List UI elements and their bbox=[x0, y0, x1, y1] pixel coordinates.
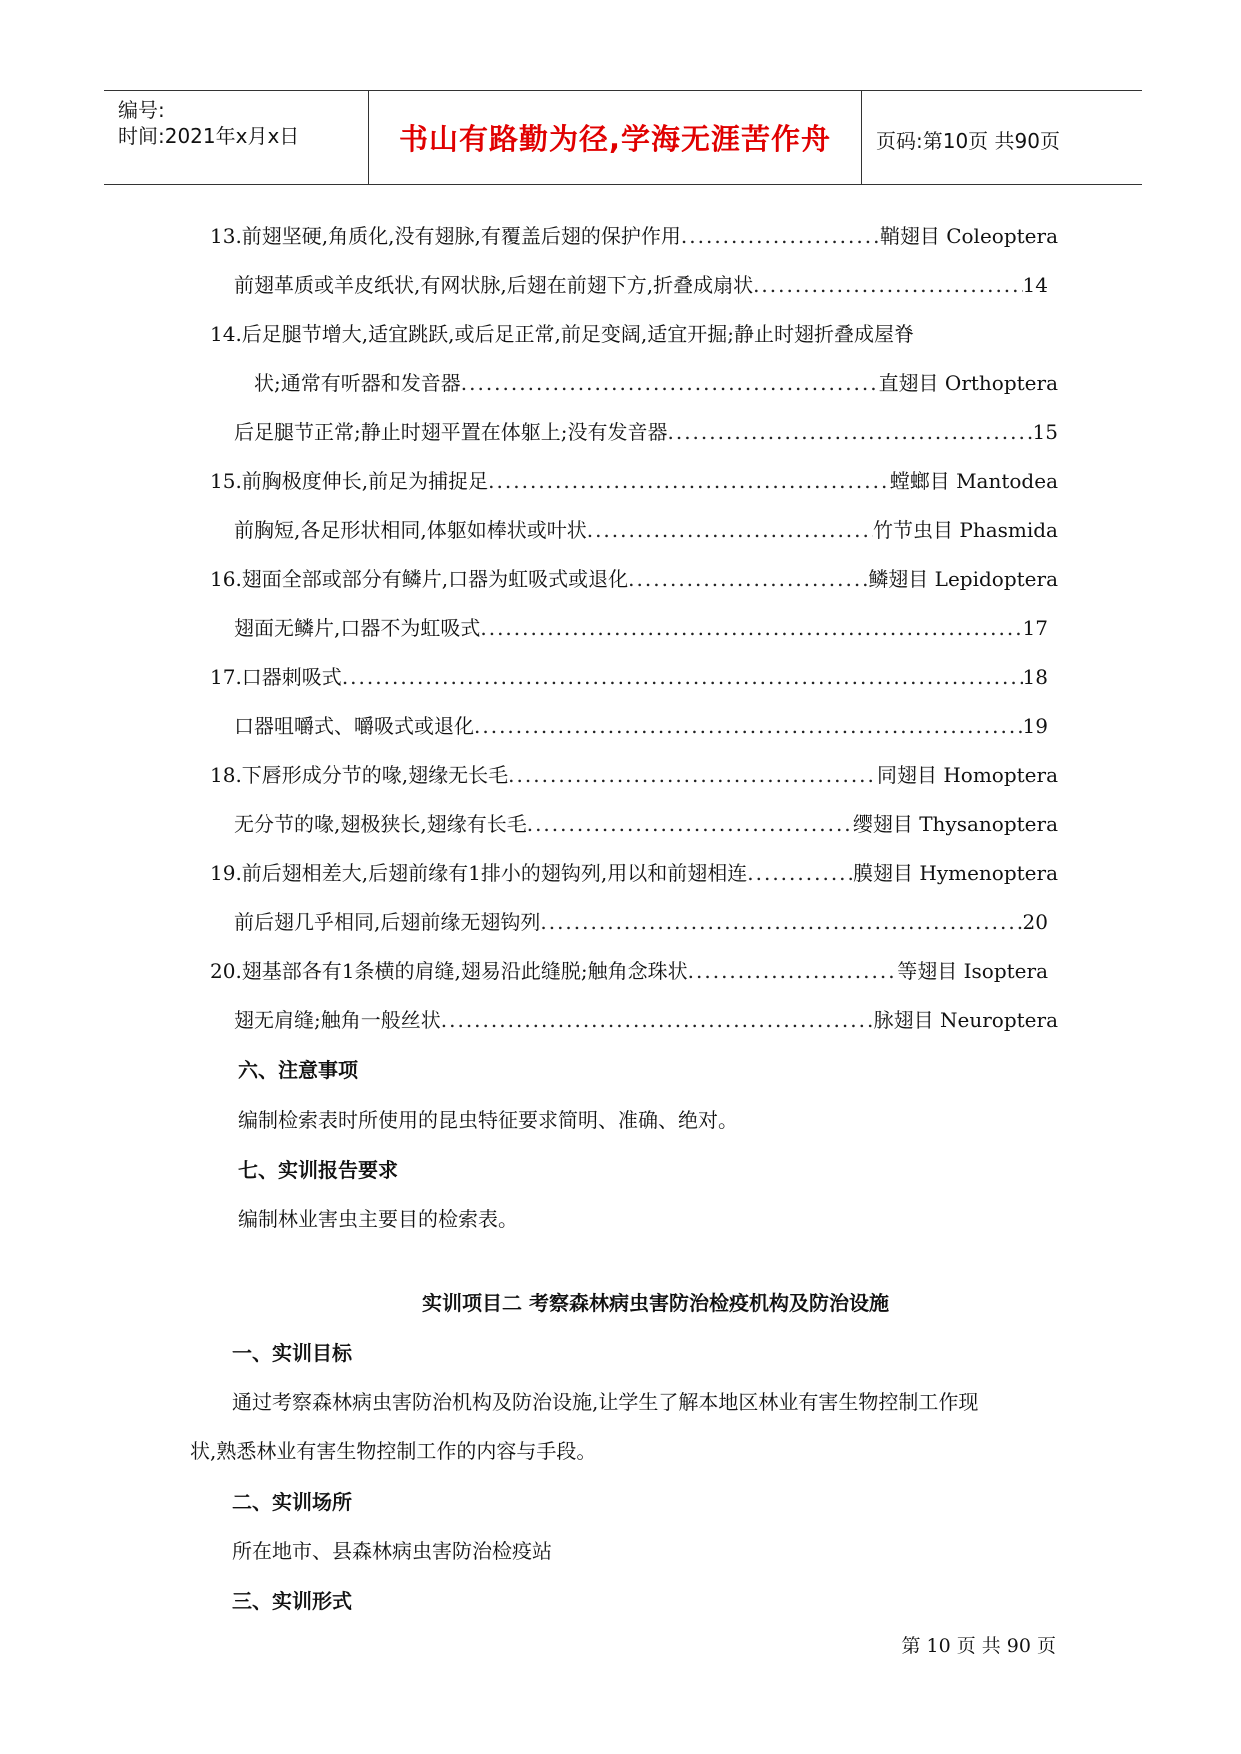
header-motto: 书山有路勤为径,学海无涯苦作舟 bbox=[398, 122, 832, 156]
key-entry: 前胸短,各足形状相同,体躯如棒状或叶状 ..... 竹节虫目 Phasmida bbox=[234, 517, 1058, 543]
document-time-label: 时间:2021年x月x日 bbox=[118, 124, 300, 148]
key-entry: 15.前胸极度伸长,前足为捕捉足 ..... 螳螂目 Mantodea bbox=[210, 468, 1058, 494]
section-body: 编制检索表时所使用的昆虫特征要求简明、准确、绝对。 bbox=[238, 1108, 738, 1132]
page-header bbox=[104, 90, 1142, 185]
key-entry: 16.翅面全部或部分有鳞片,口器为虹吸式或退化 ..... 鳞翅目 Lepidoptera bbox=[210, 566, 1058, 592]
section-body: 通过考察森林病虫害防治机构及防治设施,让学生了解本地区林业有害生物控制工作现 bbox=[232, 1390, 979, 1414]
section-body: 编制林业害虫主要目的检索表。 bbox=[238, 1207, 518, 1231]
document-number-label: 编号: bbox=[118, 98, 165, 122]
key-entry: 无分节的喙,翅极狭长,翅缘有长毛 ..... 缨翅目 Thysanoptera bbox=[234, 811, 1058, 837]
key-entry: 20.翅基部各有1条横的肩缝,翅易沿此缝脱;触角念珠状 ..... 等翅目 Isoptera bbox=[210, 958, 1048, 984]
key-entry: 后足腿节正常;静止时翅平置在体躯上;没有发音器 ..... 15 bbox=[234, 419, 1058, 445]
header-meta-cell bbox=[104, 91, 369, 184]
key-entry: 前后翅几乎相同,后翅前缘无翅钩列 ..... 20 bbox=[234, 909, 1048, 935]
section-heading: 一、实训目标 bbox=[232, 1341, 352, 1365]
key-entry: 18.下唇形成分节的喙,翅缘无长毛 ..... 同翅目 Homoptera bbox=[210, 762, 1058, 788]
key-entry: 口器咀嚼式、嚼吸式或退化 ..... 19 bbox=[234, 713, 1048, 739]
key-entry: 前翅革质或羊皮纸状,有网状脉,后翅在前翅下方,折叠成扇状 ..... 14 bbox=[234, 272, 1048, 298]
project-title: 实训项目二 考察森林病虫害防治检疫机构及防治设施 bbox=[422, 1291, 889, 1315]
key-entry: 17.口器刺吸式 ..... 18 bbox=[210, 664, 1048, 690]
section-body: 所在地市、县森林病虫害防治检疫站 bbox=[232, 1539, 552, 1563]
key-entry: 翅面无鳞片,口器不为虹吸式 ..... 17 bbox=[234, 615, 1048, 641]
key-entry: 19.前后翅相差大,后翅前缘有1排小的翅钩列,用以和前翅相连 ..... 膜翅目 Hymenoptera bbox=[210, 860, 1058, 886]
section-heading: 三、实训形式 bbox=[232, 1589, 352, 1613]
key-entry: 状;通常有听器和发音器 ..... 直翅目 Orthoptera bbox=[254, 370, 1058, 396]
section-body: 状,熟悉林业有害生物控制工作的内容与手段。 bbox=[190, 1439, 597, 1463]
key-entry: 13.前翅坚硬,角质化,没有翅脉,有覆盖后翅的保护作用 ..... 鞘翅目 Coleoptera bbox=[210, 223, 1058, 249]
key-entry: 14.后足腿节增大,适宜跳跃,或后足正常,前足变阔,适宜开掘;静止时翅折叠成屋脊 bbox=[210, 322, 914, 346]
header-motto-cell bbox=[369, 91, 862, 184]
section-heading: 七、实训报告要求 bbox=[238, 1158, 398, 1182]
section-heading: 六、注意事项 bbox=[238, 1058, 358, 1082]
key-entry: 翅无肩缝;触角一般丝状 ..... 脉翅目 Neuroptera bbox=[234, 1007, 1058, 1033]
header-page-number: 页码:第10页 共90页 bbox=[876, 129, 1060, 153]
header-page-cell bbox=[862, 91, 1142, 184]
section-heading: 二、实训场所 bbox=[232, 1490, 352, 1514]
page-footer: 第 10 页 共 90 页 bbox=[901, 1635, 1056, 1657]
